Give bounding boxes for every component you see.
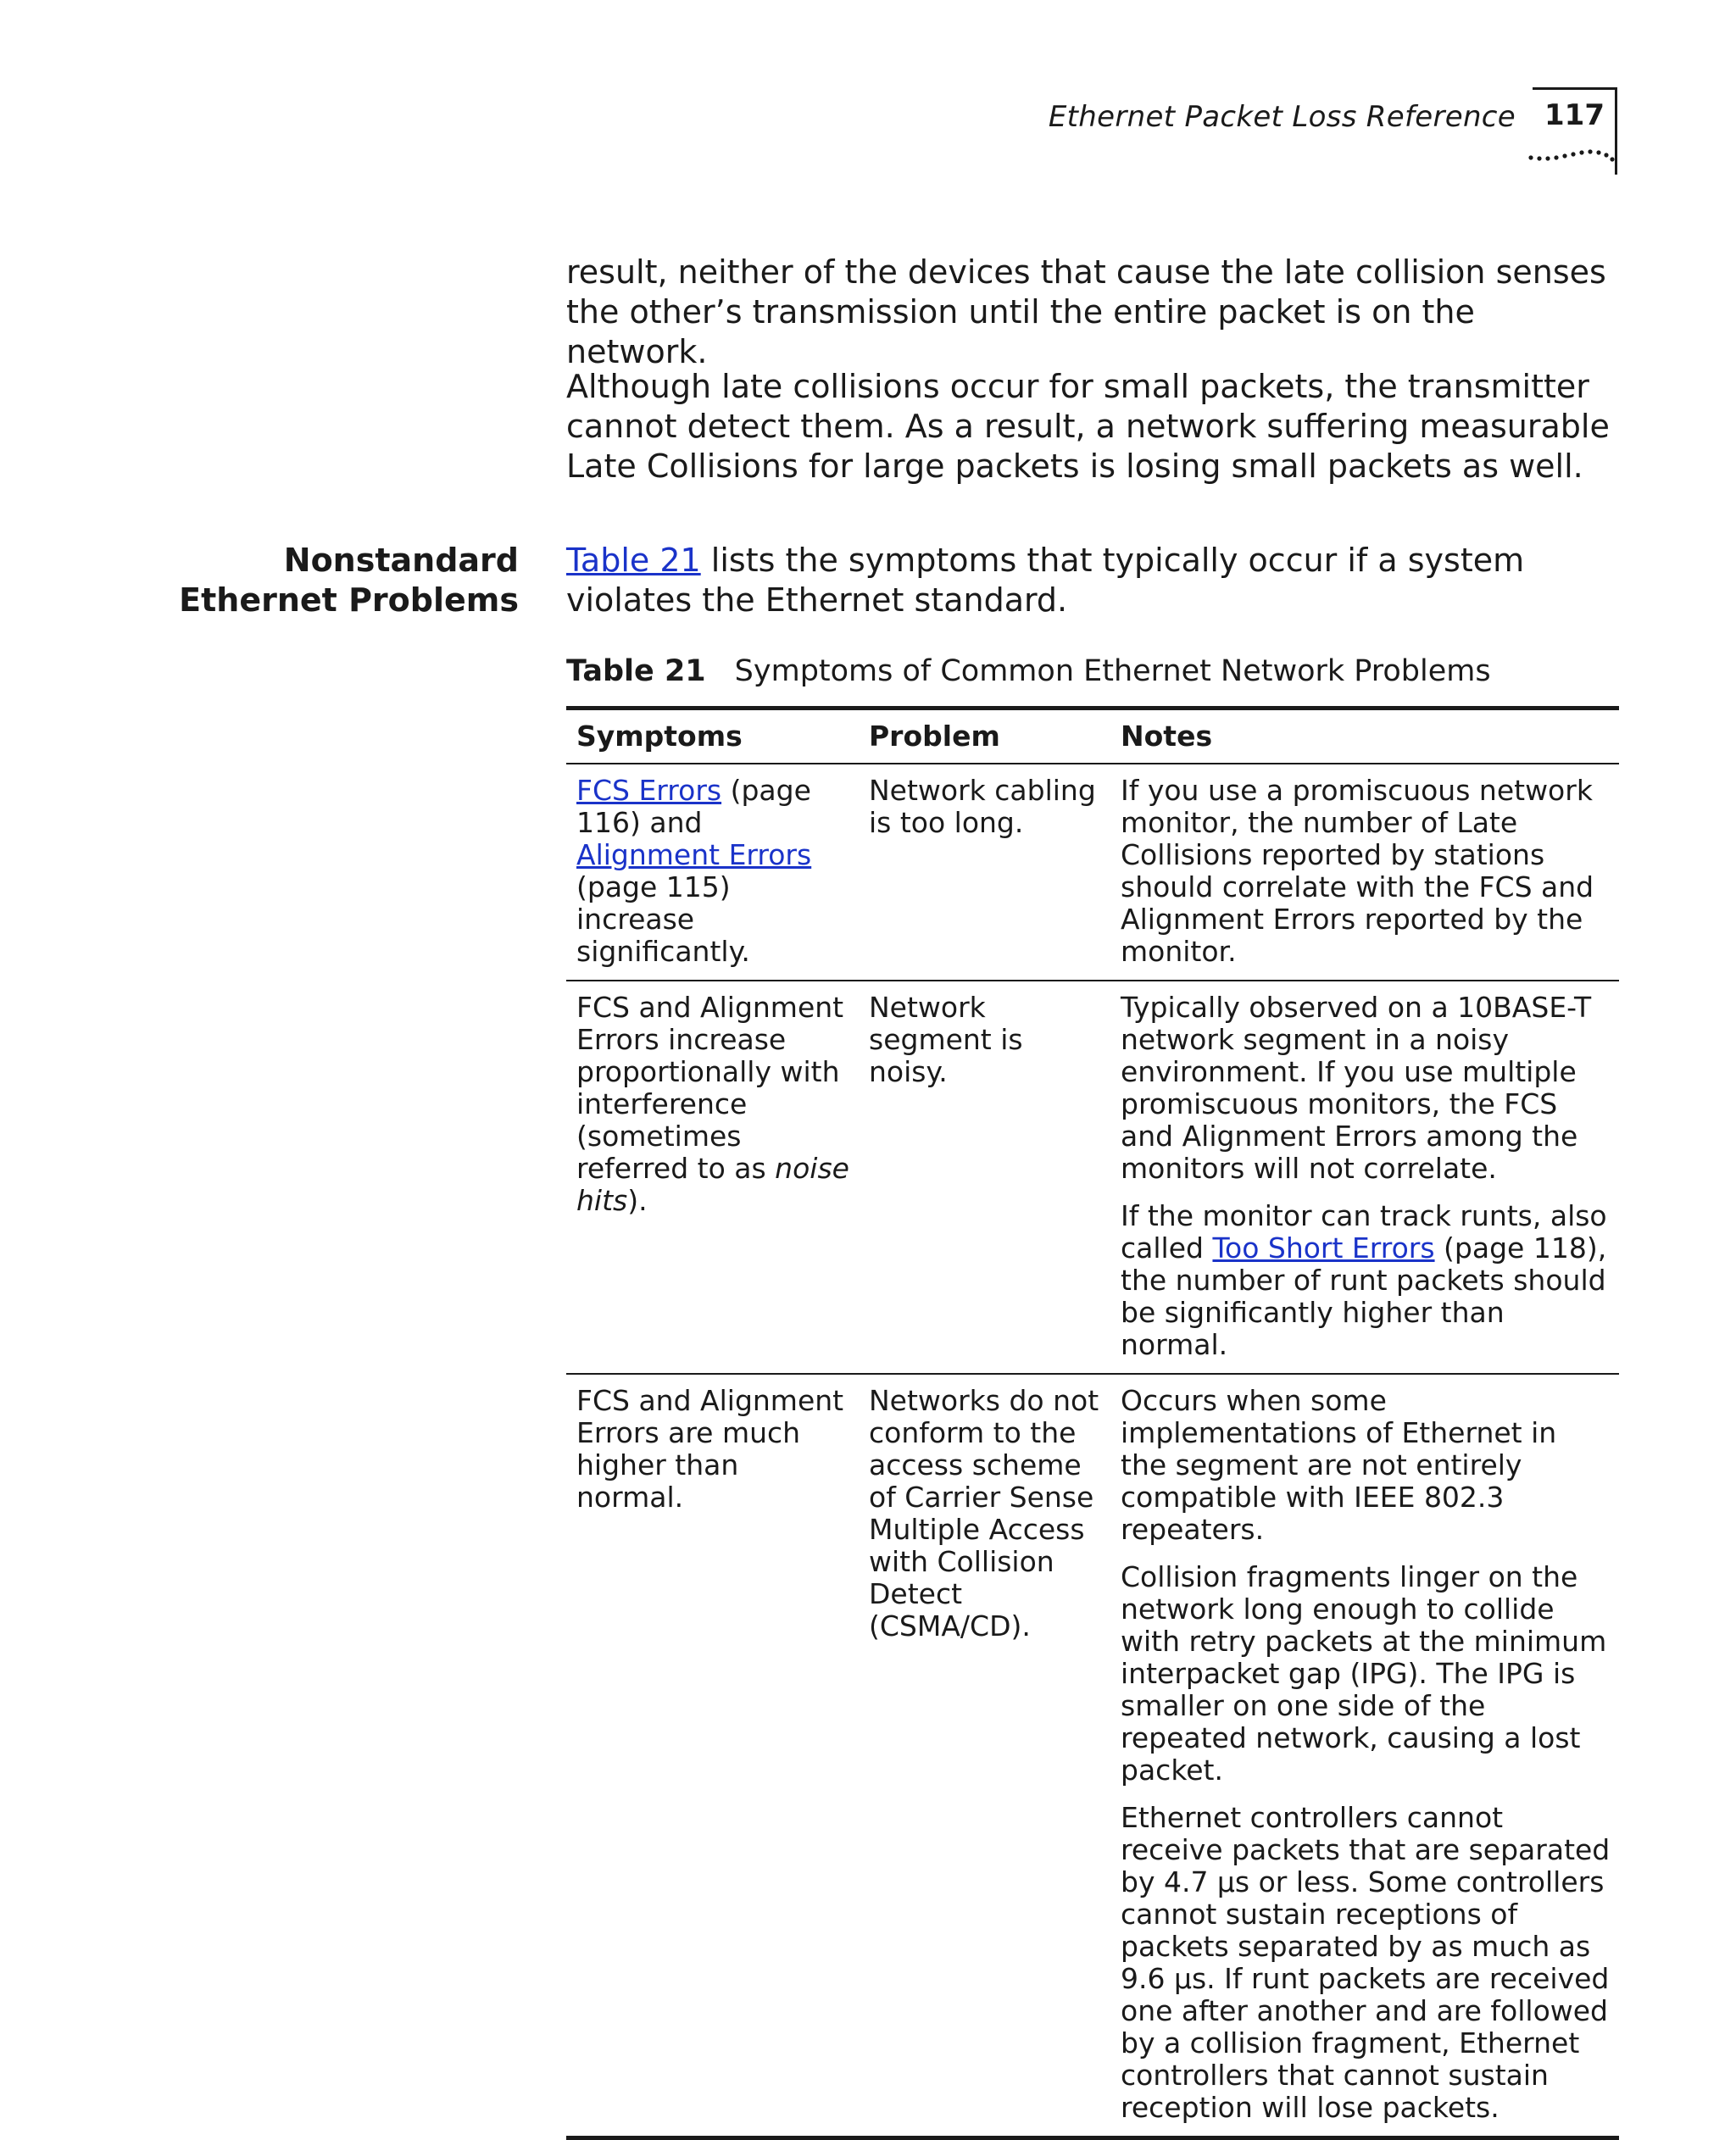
paragraph-late-collision-result: result, neither of the devices that cause the late collision senses the other’s transmission until the entire packet is on the network. (566, 253, 1606, 370)
table-row (566, 981, 1619, 1374)
column-header-notes: Notes (1110, 710, 1619, 764)
cell-text: (page 116) and (576, 774, 811, 839)
notes-paragraph: Ethernet controllers cannot receive packets that are separated by 4.7 µs or less. Some controllers cannot sustain receptions of packets separated by as much as 9.6 µs. If runt packets are received one after another and are followed by a collision fragment, Ethernet controllers that cannot sustain reception will lose packets. (1121, 1801, 1611, 2124)
notes-paragraph: Occurs when some implementations of Ethernet in the segment are not entirely compatible with IEEE 802.3 repeaters. (1121, 1384, 1557, 1546)
symptoms-table (566, 706, 1619, 2140)
too-short-errors-link[interactable]: Too Short Errors (1212, 1231, 1435, 1265)
notes-paragraph (1121, 1200, 1611, 1361)
notes-paragraph: Collision fragments linger on the network long enough to collide with retry packets at the minimum interpacket gap (IPG). The IPG is smaller on one side of the repeated network, causing a lost packet. (1121, 1560, 1607, 1787)
cell-notes (1110, 1374, 1619, 2136)
table-caption-number: Table 21 (566, 654, 706, 688)
section-heading-line2: Ethernet Problems (179, 581, 519, 619)
running-title: Ethernet Packet Loss Reference (1048, 100, 1516, 134)
table-caption (566, 653, 1491, 690)
fcs-errors-link[interactable]: FCS Errors (576, 774, 722, 807)
table-row (566, 764, 1619, 981)
alignment-errors-link[interactable]: Alignment Errors (576, 838, 812, 871)
cell-symptom (566, 981, 859, 1374)
cell-notes: If you use a promiscuous network monitor, the number of Late Collisions reported by stations should correlate with the FCS and Alignment Errors reported by the monitor. (1121, 774, 1594, 968)
section-heading (179, 541, 519, 620)
cell-notes (1110, 981, 1619, 1374)
page-number: 117 (1544, 98, 1605, 132)
paragraph-late-collision-small-packets: Although late collisions occur for small packets, the transmitter cannot detect them. As a result, a network suffering measurable Late Collisions for large packets is losing small packets as well. (566, 368, 1610, 485)
cell-problem: Network cabling is too long. (869, 774, 1096, 839)
column-header-problem: Problem (859, 710, 1110, 764)
cell-symptom: FCS and Alignment Errors are much higher than normal. (566, 1374, 859, 2136)
cell-text: ). (627, 1184, 648, 1217)
cell-text-italic: noise hits (576, 1152, 849, 1217)
header-dots-ornament (1527, 146, 1616, 166)
cell-text: (page 115) increase significantly. (576, 870, 750, 968)
table-row (566, 1374, 1619, 2136)
cell-problem: Networks do not conform to the access scheme of Carrier Sense Multiple Access with Collision Detect (CSMA/CD). (859, 1374, 1110, 2136)
cell-text: If the monitor can track runts, also called (1121, 1199, 1607, 1265)
section-heading-line1: Nonstandard (283, 542, 519, 579)
cell-text: FCS and Alignment Errors increase proportionally with interference (sometimes referred to as (576, 991, 844, 1185)
notes-paragraph: Typically observed on a 10BASE-T network segment in a noisy environment. If you use multiple promiscuous monitors, the FCS and Alignment Errors among the monitors will not correlate. (1121, 991, 1592, 1185)
table-21-link[interactable]: Table 21 (566, 542, 701, 579)
symptoms-table-grid (566, 710, 1619, 2136)
cell-symptom (566, 764, 859, 981)
cell-problem: Network segment is noisy. (859, 981, 1110, 1374)
table-caption-title: Symptoms of Common Ethernet Network Problems (734, 654, 1491, 688)
table-header-row (566, 710, 1619, 764)
cell-text: (page 118), the number of runt packets should be significantly higher than normal. (1121, 1231, 1607, 1361)
column-header-symptoms: Symptoms (566, 710, 859, 764)
paragraph-table-intro (566, 541, 1617, 620)
header-corner-rule-top (1533, 87, 1617, 90)
paragraph-table-intro-text: lists the symptoms that typically occur if a system violates the Ethernet standard. (566, 542, 1525, 619)
